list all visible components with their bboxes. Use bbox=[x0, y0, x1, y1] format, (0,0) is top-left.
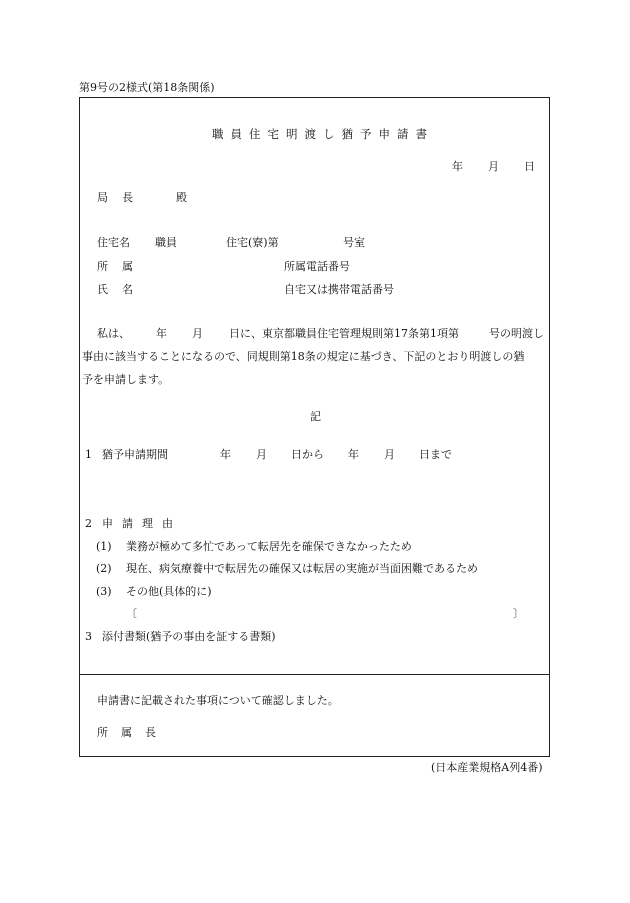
item-2-label: 申請理由 bbox=[102, 517, 182, 530]
period-month-1: 月 bbox=[256, 448, 267, 461]
period-day-until: 日まで bbox=[419, 448, 452, 461]
reason-3-number: (3) bbox=[96, 585, 112, 598]
date-day-label: 日 bbox=[524, 160, 535, 173]
period-year-2: 年 bbox=[348, 448, 359, 461]
item-3-label: 添付書類(猶予の事由を証する書類) bbox=[102, 630, 276, 643]
form-title: 職員住宅明渡し猶予申請書 bbox=[212, 127, 434, 141]
ki-marker: 記 bbox=[310, 410, 321, 423]
room-suffix: 号室 bbox=[343, 236, 365, 249]
home-phone-label: 自宅又は携帯電話番号 bbox=[284, 283, 394, 296]
period-year-1: 年 bbox=[220, 448, 231, 461]
item-3-number: 3 bbox=[85, 630, 92, 643]
addressee-title: 局長 bbox=[97, 191, 147, 204]
reason-2-text: 現在、病気療養中で転居先の確保又は転居の実施が当面困難であるため bbox=[126, 562, 478, 575]
reason-1-number: (1) bbox=[96, 540, 112, 553]
reason-2-number: (2) bbox=[96, 562, 112, 575]
statement-regulation: 日に、東京都職員住宅管理規則第17条第1項第 bbox=[229, 327, 459, 340]
statement-month: 月 bbox=[192, 327, 203, 340]
confirmation-text: 申請書に記載された事項について確認しました。 bbox=[97, 694, 339, 707]
housing-label: 住宅名 bbox=[97, 236, 130, 249]
other-reason-bracket-open: 〔 bbox=[126, 607, 137, 620]
affiliation-phone-label: 所属電話番号 bbox=[284, 260, 350, 273]
confirmation-signer: 所属長 bbox=[97, 726, 169, 739]
statement-clause: 号の明渡し bbox=[489, 327, 544, 340]
reason-3-text: その他(具体的に) bbox=[126, 585, 212, 598]
period-month-2: 月 bbox=[384, 448, 395, 461]
item-1-label: 猶予申請期間 bbox=[102, 448, 168, 461]
form-frame bbox=[79, 97, 550, 757]
statement-line-2: 事由に該当することになるので、同規則第18条の規定に基づき、下記のとおり明渡しの猶 bbox=[82, 350, 525, 363]
confirmation-divider bbox=[79, 674, 550, 675]
addressee-honorific: 殿 bbox=[176, 191, 187, 204]
statement-year: 年 bbox=[156, 327, 167, 340]
date-month-label: 月 bbox=[488, 160, 499, 173]
reason-1-text: 業務が極めて多忙であって転居先を確保できなかったため bbox=[126, 540, 412, 553]
item-2-number: 2 bbox=[85, 517, 92, 530]
period-day-from: 日から bbox=[291, 448, 324, 461]
other-reason-bracket-close: 〕 bbox=[513, 607, 524, 620]
form-number: 第9号の2様式(第18条関係) bbox=[79, 81, 215, 94]
housing-prefix: 職員 bbox=[155, 236, 177, 249]
housing-type: 住宅(寮)第 bbox=[226, 236, 279, 249]
statement-intro: 私は、 bbox=[97, 327, 130, 340]
name-label: 氏名 bbox=[97, 283, 147, 296]
statement-line-3: 予を申請します。 bbox=[82, 373, 170, 386]
affiliation-label: 所属 bbox=[97, 260, 147, 273]
item-1-number: 1 bbox=[85, 448, 92, 461]
date-year-label: 年 bbox=[452, 160, 463, 173]
paper-size-note: (日本産業規格A列4番) bbox=[431, 761, 543, 774]
